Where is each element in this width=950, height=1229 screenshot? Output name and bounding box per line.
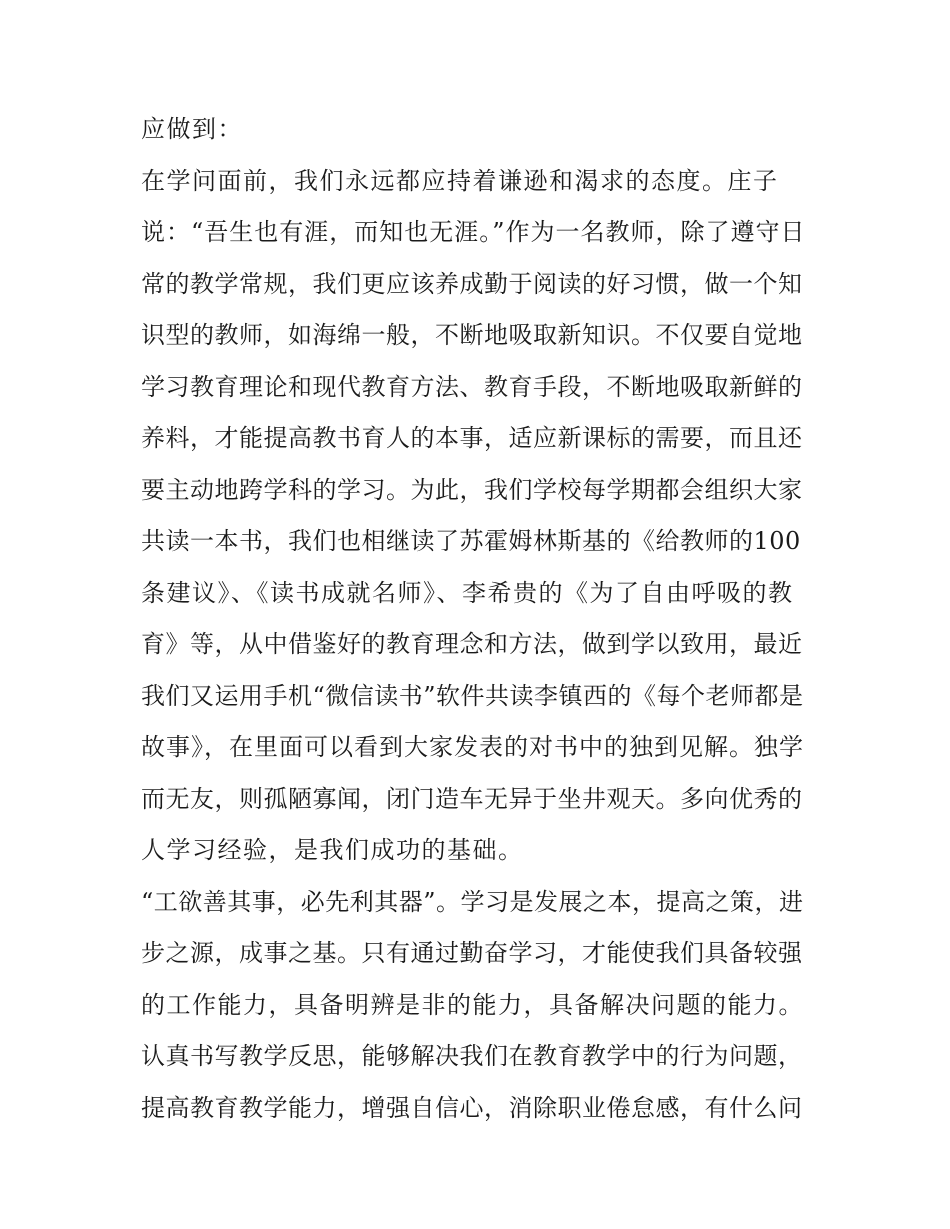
text-line: 条建议》、《读书成就名师》、李希贵的《为了自由呼吸的教 <box>141 579 794 607</box>
text-line: “工欲善其事，必先利其器”。学习是发展之本，提高之策，进 <box>141 888 804 916</box>
text-line: 要主动地跨学科的学习。为此，我们学校每学期都会组织大家 <box>141 476 803 504</box>
text-line: 识型的教师，如海绵一般，不断地吸取新知识。不仅要自觉地 <box>141 321 803 349</box>
text-line: 我们又运用手机“微信读书”软件共读李镇西的《每个老师都是 <box>141 682 804 710</box>
text-line: 在学问面前，我们永远都应持着谦逊和渴求的态度。庄子 <box>141 167 779 195</box>
text-line: 育》等，从中借鉴好的教育理念和方法，做到学以致用，最近 <box>141 630 803 658</box>
text-line: 应做到： <box>141 115 243 143</box>
text-line: 说：“吾生也有涯，而知也无涯。”作为一名教师，除了遵守日 <box>141 218 806 246</box>
text-line: 的工作能力，具备明辨是非的能力，具备解决问题的能力。 <box>141 991 804 1019</box>
text-line: 人学习经验，是我们成功的基础。 <box>141 836 524 864</box>
text-line: 养料，才能提高教书育人的本事，适应新课标的需要，而且还 <box>141 424 803 452</box>
text-line: 步之源，成事之基。只有通过勤奋学习，才能使我们具备较强 <box>141 939 803 967</box>
text-line: 认真书写教学反思，能够解决我们在教育教学中的行为问题， <box>141 1042 803 1070</box>
text-line: 常的教学常规，我们更应该养成勤于阅读的好习惯，做一个知 <box>141 270 803 298</box>
text-line: 共读一本书，我们也相继读了苏霍姆林斯基的《给教师的100 <box>141 527 801 555</box>
text-line: 学习教育理论和现代教育方法、教育手段，不断地吸取新鲜的 <box>141 373 803 401</box>
text-line: 而无友，则孤陋寡闻，闭门造车无异于坐井观天。多向优秀的 <box>141 785 803 813</box>
text-line: 提高教育教学能力，增强自信心，消除职业倦怠感，有什么问 <box>141 1094 803 1122</box>
text-line: 故事》，在里面可以看到大家发表的对书中的独到见解。独学 <box>141 733 804 761</box>
